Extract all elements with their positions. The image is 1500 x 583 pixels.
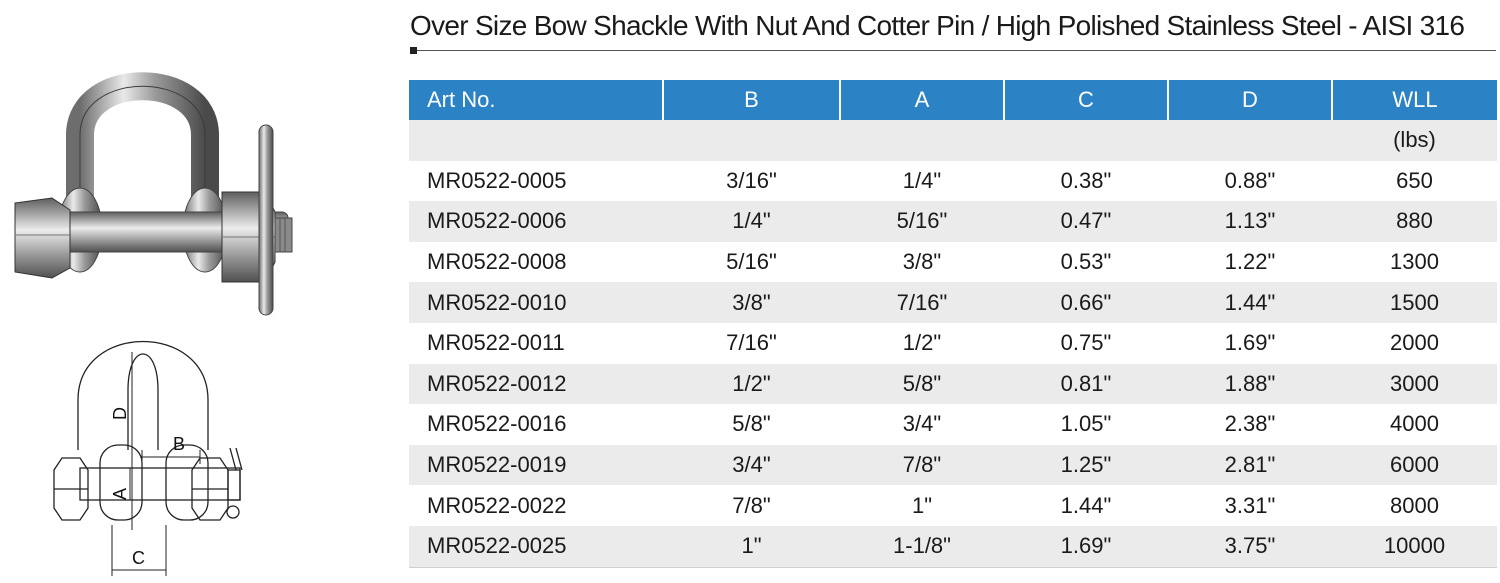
cell-c: 0.81" xyxy=(1004,364,1168,405)
cell-d: 1.44" xyxy=(1168,282,1332,323)
cell-c: 1.25" xyxy=(1004,445,1168,486)
unit-cell xyxy=(663,120,840,161)
cell-wll: 2000 xyxy=(1390,330,1439,356)
cell-b: 1" xyxy=(663,526,840,567)
cell-wll: 1500 xyxy=(1332,282,1497,323)
cell-c: 1.69" xyxy=(1004,526,1168,567)
cell-d: 1.22" xyxy=(1224,249,1276,275)
cell-wll: 4000 xyxy=(1390,411,1439,437)
header-d: D xyxy=(1168,80,1332,120)
units-row xyxy=(409,120,1497,161)
cell-b: 3/8" xyxy=(663,282,840,323)
unit-cell xyxy=(1004,120,1168,161)
cell-c: 1.05" xyxy=(1060,411,1112,437)
cell-b: 5/8" xyxy=(732,411,771,437)
cell-c: 0.53" xyxy=(1060,249,1112,275)
cell-wll: 10000 xyxy=(1332,526,1497,567)
table-row xyxy=(409,323,1497,364)
header-a: A xyxy=(840,80,1004,120)
cell-a: 1/4" xyxy=(902,167,942,193)
cell-d: 2.38" xyxy=(1224,411,1276,437)
dimension-label-c: C xyxy=(132,548,145,568)
cell-art-no: MR0522-0011 xyxy=(427,330,565,356)
cell-c: 0.38" xyxy=(1060,167,1112,193)
cell-wll: 880 xyxy=(1332,201,1497,242)
cell-b: 5/16" xyxy=(726,249,777,275)
title-underline xyxy=(410,50,1496,51)
unit-cell xyxy=(1168,120,1332,161)
cell-b: 1/4" xyxy=(663,201,840,242)
cell-art-no: MR0522-0008 xyxy=(427,249,567,275)
cell-a: 3/4" xyxy=(902,411,942,437)
dimension-label-d: D xyxy=(110,407,130,420)
cell-c: 1.44" xyxy=(1060,492,1112,518)
cell-wll: 650 xyxy=(1396,167,1433,193)
cell-a: 3/8" xyxy=(902,249,942,275)
cell-wll: 6000 xyxy=(1332,445,1497,486)
cell-art-no: MR0522-0022 xyxy=(427,492,567,518)
unit-cell xyxy=(409,120,663,161)
cell-art-no: MR0522-0019 xyxy=(409,445,663,486)
cell-wll: 1300 xyxy=(1390,249,1439,275)
shackle-dimension-drawing xyxy=(40,330,270,580)
cell-d: 2.81" xyxy=(1168,445,1332,486)
cell-c: 0.75" xyxy=(1060,330,1112,356)
cell-a: 7/16" xyxy=(840,282,1004,323)
table-row xyxy=(409,485,1497,526)
cell-a: 1-1/8" xyxy=(840,526,1004,567)
cell-b: 1/2" xyxy=(663,364,840,405)
cell-a: 1" xyxy=(911,492,933,518)
cell-c: 0.66" xyxy=(1004,282,1168,323)
dimension-label-b: B xyxy=(173,434,186,454)
header-row xyxy=(409,80,1497,120)
table-row xyxy=(409,526,1497,567)
cell-d: 3.75" xyxy=(1168,526,1332,567)
table-row xyxy=(409,242,1497,283)
cell-art-no: MR0522-0005 xyxy=(427,167,567,193)
unit-cell-wll: (lbs) xyxy=(1332,120,1497,161)
shackle-photo xyxy=(0,40,300,330)
cell-a: 7/8" xyxy=(840,445,1004,486)
table-row xyxy=(409,364,1497,405)
header-b: B xyxy=(663,80,840,120)
table-row xyxy=(409,445,1497,486)
dimension-label-a: A xyxy=(110,487,130,500)
cell-d: 3.31" xyxy=(1224,492,1276,518)
spec-table xyxy=(409,80,1497,568)
cell-a: 5/8" xyxy=(840,364,1004,405)
cell-b: 7/8" xyxy=(732,492,771,518)
header-c: C xyxy=(1004,80,1168,120)
table-row xyxy=(409,161,1497,202)
header-art-no: Art No. xyxy=(409,80,663,120)
cell-art-no: MR0522-0010 xyxy=(409,282,663,323)
cell-art-no: MR0522-0006 xyxy=(409,201,663,242)
cell-d: 1.88" xyxy=(1168,364,1332,405)
cell-art-no: MR0522-0012 xyxy=(409,364,663,405)
cell-b: 7/16" xyxy=(726,330,777,356)
table-row xyxy=(409,282,1497,323)
cell-wll: 3000 xyxy=(1332,364,1497,405)
cell-d: 1.69" xyxy=(1224,330,1276,356)
cell-a: 1/2" xyxy=(902,330,942,356)
header-wll: WLL xyxy=(1332,80,1497,120)
unit-cell xyxy=(840,120,1004,161)
cell-a: 5/16" xyxy=(840,201,1004,242)
table-row xyxy=(409,404,1497,445)
cell-d: 0.88" xyxy=(1224,167,1276,193)
cell-b: 3/16" xyxy=(726,167,777,193)
page-title: Over Size Bow Shackle With Nut And Cotter Pin / High Polished Stainless Steel - AISI 316 xyxy=(410,10,1465,41)
cell-d: 1.13" xyxy=(1168,201,1332,242)
cell-wll: 8000 xyxy=(1390,492,1439,518)
table-row xyxy=(409,201,1497,242)
title-underline-marker xyxy=(410,47,417,54)
cell-b: 3/4" xyxy=(663,445,840,486)
cell-art-no: MR0522-0016 xyxy=(427,411,567,437)
cell-art-no: MR0522-0025 xyxy=(409,526,663,567)
cell-c: 0.47" xyxy=(1004,201,1168,242)
